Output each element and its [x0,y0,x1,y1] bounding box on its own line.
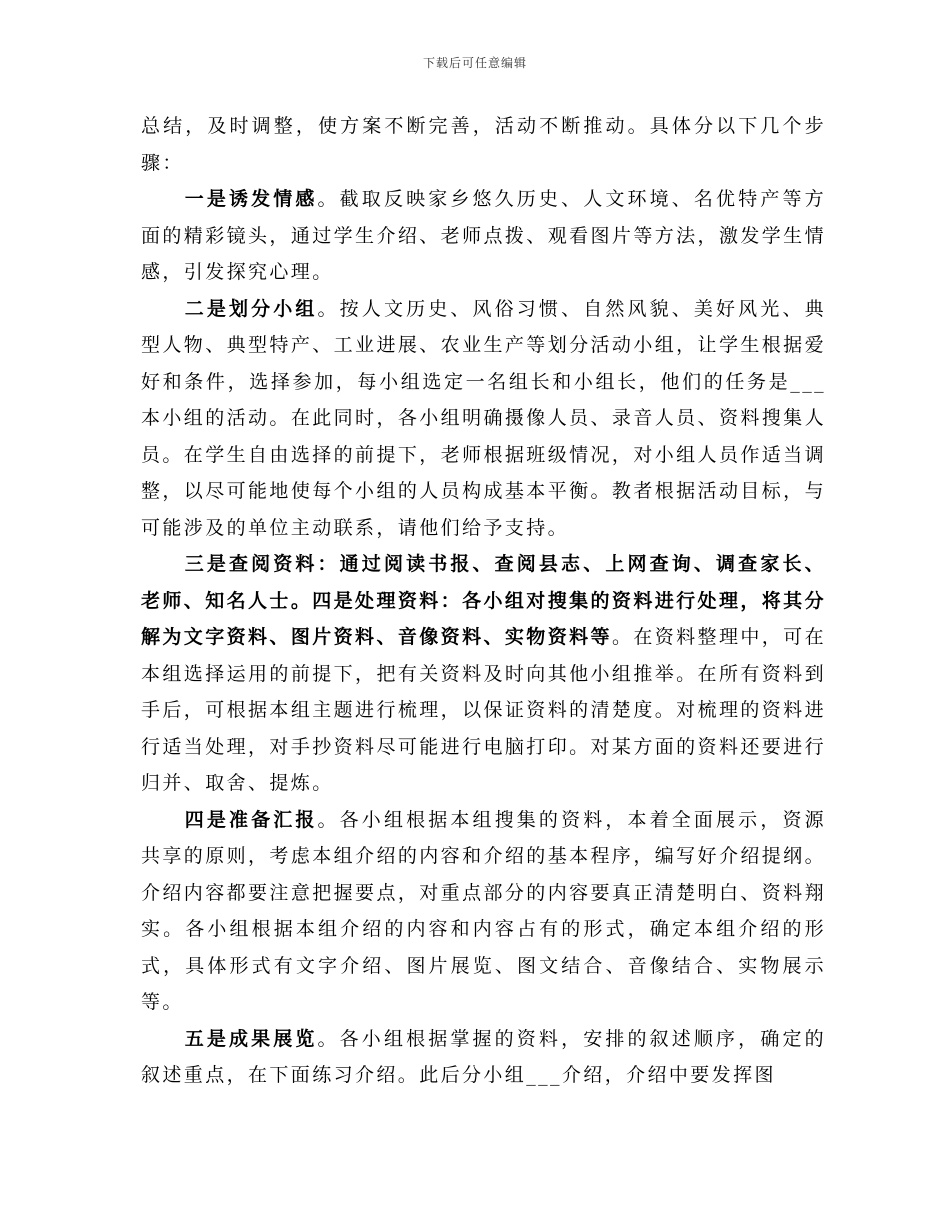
paragraph-text: 。在资料整理中，可在本组选择运用的前提下，把有关资料及时向其他小组推举。在所有资料到手后，可根据本组主题进行梳理，以保证资料的清楚度。对梳理的资料进行适当处理，对手抄资料尽可能进行电脑打印。对某方面的资料还要进行归并、取舍、提炼。 [141,626,826,794]
step-heading: 二是划分小组 [184,297,318,320]
paragraph-step-3 [141,546,826,802]
paragraph-text: 总结，及时调整，使方案不断完善，活动不断推动。具体分以下几个步骤： [141,115,826,174]
paragraph-continuation [141,108,826,181]
paragraph-step-4 [141,802,826,1021]
paragraph-step-5 [141,1021,826,1094]
document-body [141,108,826,1094]
step-heading: 五是成果展览 [184,1027,318,1050]
paragraph-text: 。各小组根据本组搜集的资料，本着全面展示，资源共享的原则，考虑本组介绍的内容和介绍的基本程序，编写好介绍提纲。介绍内容都要注意把握要点，对重点部分的内容要真正清楚明白、资料翔实。各小组根据本组介绍的内容和内容占有的形式，确定本组介绍的形式，具体形式有文字介绍、图片展览、图文结合、音像结合、实物展示等。 [141,808,826,1013]
paragraph-step-1 [141,181,826,291]
paragraph-step-2 [141,291,826,547]
paragraph-text: 。截取反映家乡悠久历史、人文环境、名优特产等方面的精彩镜头，通过学生介绍、老师点拨、观看图片等方法，激发学生情感，引发探究心理。 [141,188,826,283]
paragraph-text: 。按人文历史、风俗习惯、自然风貌、美好风光、典型人物、典型特产、工业进展、农业生产等划分活动小组，让学生根据爱好和条件，选择参加，每小组选定一名组长和小组长，他们的任务是___本小组的活动。在此同时，各小组明确摄像人员、录音人员、资料搜集人员。在学生自由选择的前提下，老师根据班级情况，对小组人员作适当调整，以尽可能地使每个小组的人员构成基本平衡。教者根据活动目标，与可能涉及的单位主动联系，请他们给予支持。 [141,297,826,539]
paragraph-text: 。各小组根据掌握的资料，安排的叙述顺序，确定的叙述重点，在下面练习介绍。此后分小组___介绍，介绍中要发挥图 [141,1027,826,1086]
step-heading: 一是诱发情感 [184,188,318,210]
step-heading: 四是准备汇报 [184,808,318,831]
page-header: 下载后可任意编辑 [422,56,527,70]
step-heading: 三是查阅资料：通过阅读书报、查阅县志、上网查询、调查家长、老师、知名人士。四是处理资料：各小组对搜集的资料进行处理，将其分解为文字资料、图片资料、音像资料、实物资料等 [141,553,826,648]
